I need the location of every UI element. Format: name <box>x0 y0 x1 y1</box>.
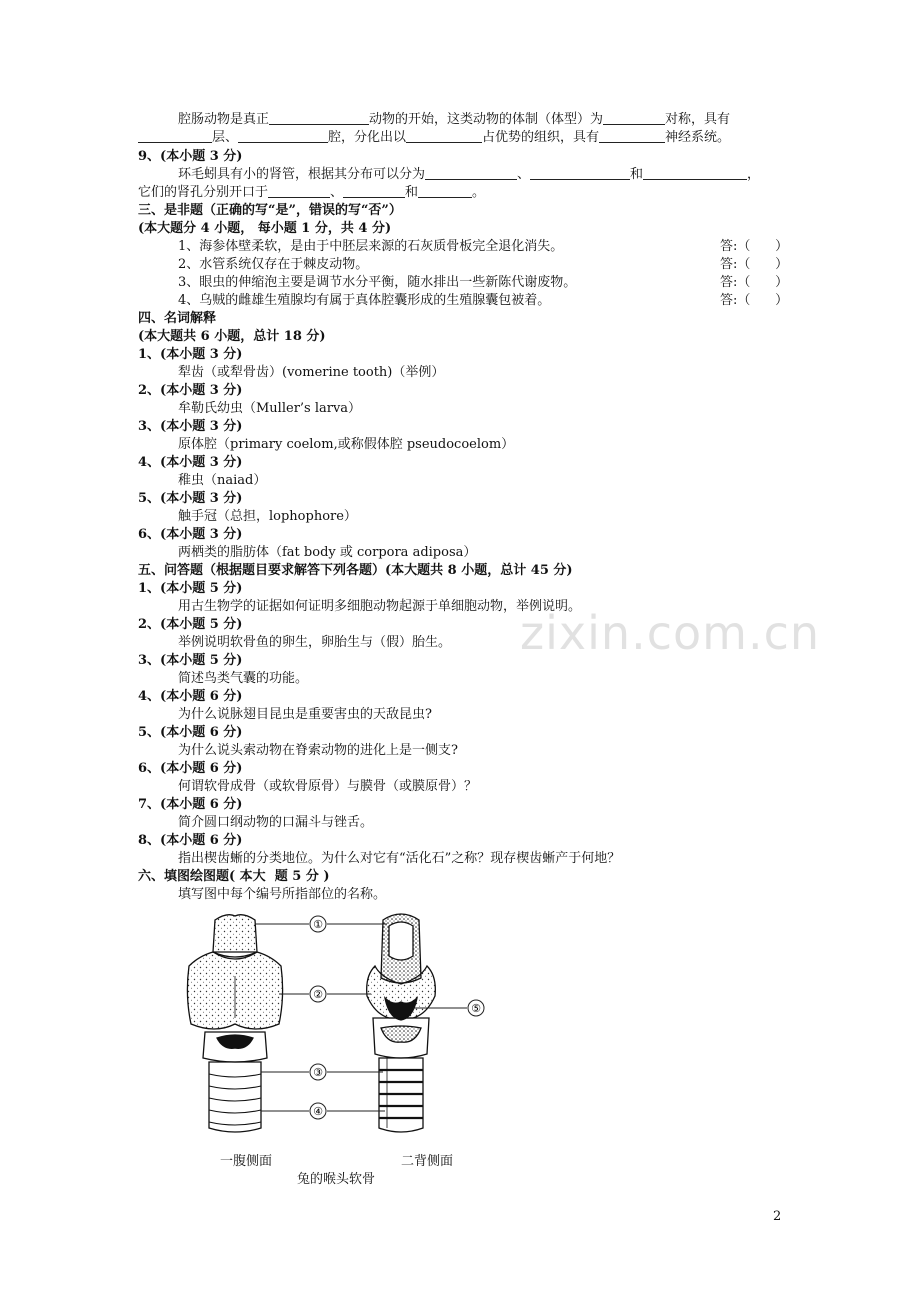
page-number: 2 <box>773 1209 782 1224</box>
qa-header: 7、(本小题 6 分) <box>138 797 243 812</box>
q9-text: 。 <box>472 185 486 200</box>
qa-header: 5、(本小题 6 分) <box>138 725 243 740</box>
term-header: 3、(本小题 3 分) <box>138 419 243 434</box>
section-3-title: 三、是非题（正确的写“是”，错误的写“否”） <box>138 203 402 218</box>
figure-caption-dorsal: 二背侧面 <box>401 1154 454 1169</box>
section-6-title: 六、填图绘图题( 本大 题 5 分 ) <box>138 869 330 884</box>
qa-question: 简述鸟类气囊的功能。 <box>178 671 309 686</box>
answer-blank <box>343 184 405 198</box>
term-header: 5、(本小题 3 分) <box>138 491 243 506</box>
figure-title: 兔的喉头软骨 <box>297 1172 376 1187</box>
figure-label-2 <box>310 986 326 1002</box>
tf-answer-slot: 答:（ ） <box>720 293 789 308</box>
section-6-instruction: 填写图中每个编号所指部位的名称。 <box>178 887 387 902</box>
svg-text:①: ① <box>313 918 323 931</box>
q9-text: 和 <box>630 167 644 182</box>
tf-answer-slot: 答:（ ） <box>720 275 789 290</box>
term-header: 4、(本小题 3 分) <box>138 455 243 470</box>
tf-answer-slot: 答:（ ） <box>720 239 789 254</box>
intro-text: 层、 <box>212 130 239 145</box>
tf-item: 1、海参体壁柔软，是由于中胚层来源的石灰质骨板完全退化消失。 <box>178 239 564 254</box>
qa-question: 指出楔齿蜥的分类地位。为什么对它有“活化石”之称？现存楔齿蜥产于何地？ <box>178 851 621 866</box>
term-text: 牟勒氏幼虫（Muller’s larva） <box>178 401 362 416</box>
term-text: 两栖类的脂肪体（fat body 或 corpora adiposa） <box>178 545 477 560</box>
q9-line-1 <box>178 166 760 184</box>
answer-blank <box>138 129 212 143</box>
intro-text: 腔肠动物是真正 <box>178 112 270 127</box>
section-4-title: 四、名词解释 <box>138 311 217 326</box>
term-header: 1、(本小题 3 分) <box>138 347 243 362</box>
answer-blank <box>406 129 482 143</box>
qa-header: 8、(本小题 6 分) <box>138 833 243 848</box>
section-4-subtitle: (本大题共 6 小题，总计 18 分) <box>138 329 326 344</box>
q9-text: 环毛蚓具有小的肾管，根据其分布可以分为 <box>178 167 426 182</box>
answer-blank <box>238 129 328 143</box>
q9-text: 它们的肾孔分别开口于 <box>138 185 269 200</box>
answer-blank <box>599 129 665 143</box>
term-header: 6、(本小题 3 分) <box>138 527 243 542</box>
q9-line-2 <box>138 184 485 202</box>
svg-text:②: ② <box>313 988 323 1001</box>
q9-text: 和 <box>405 185 419 200</box>
intro-text: 腔，分化出以 <box>328 130 407 145</box>
intro-text: 神经系统。 <box>665 130 731 145</box>
qa-header: 1、(本小题 5 分) <box>138 581 243 596</box>
qa-header: 2、(本小题 5 分) <box>138 617 243 632</box>
answer-blank <box>530 166 630 180</box>
tf-item: 2、水管系统仅存在于棘皮动物。 <box>178 257 369 272</box>
leader-lines <box>255 924 467 1111</box>
tf-item: 3、眼虫的伸缩泡主要是调节水分平衡，随水排出一些新陈代谢废物。 <box>178 275 577 290</box>
section-3-subtitle: (本大题分 4 小题， 每小题 1 分，共 4 分) <box>138 221 392 236</box>
qa-question: 为什么说脉翅目昆虫是重要害虫的天敌昆虫? <box>178 707 432 722</box>
q9-text: 、 <box>517 167 531 182</box>
qa-question: 何谓软骨成骨（或软骨原骨）与膜骨（或膜原骨）？ <box>178 779 478 794</box>
answer-blank <box>268 184 330 198</box>
intro-line-2 <box>138 129 730 147</box>
figure-label-3 <box>310 1064 326 1080</box>
qa-header: 4、(本小题 6 分) <box>138 689 243 704</box>
answer-blank <box>418 184 472 198</box>
term-text: 原体腔（primary coelom,或称假体腔 pseudocoelom） <box>178 437 515 452</box>
svg-text:⑤: ⑤ <box>471 1002 481 1015</box>
svg-text:④: ④ <box>313 1105 323 1118</box>
ventral-view-drawing <box>187 915 282 1132</box>
tf-answer-slot: 答:（ ） <box>720 257 789 272</box>
q9-text: ， <box>747 167 761 182</box>
watermark: zixin.com.cn <box>520 606 821 660</box>
answer-blank <box>643 166 747 180</box>
answer-blank <box>269 111 369 125</box>
term-text: 犁齿（或犁骨齿）(vomerine tooth)（举例） <box>178 365 445 380</box>
answer-blank <box>425 166 517 180</box>
answer-blank <box>603 111 665 125</box>
dorsal-view-drawing <box>367 914 436 1132</box>
qa-question: 举例说明软骨鱼的卵生，卵胎生与（假）胎生。 <box>178 635 452 650</box>
term-header: 2、(本小题 3 分) <box>138 383 243 398</box>
q9-header: 9、(本小题 3 分) <box>138 149 243 164</box>
qa-header: 3、(本小题 5 分) <box>138 653 243 668</box>
intro-text: 动物的开始，这类动物的体制（体型）为 <box>369 112 604 127</box>
qa-question: 用古生物学的证据如何证明多细胞动物起源于单细胞动物，举例说明。 <box>178 599 582 614</box>
tf-item: 4、乌贼的雌雄生殖腺均有属于真体腔囊形成的生殖腺囊包被着。 <box>178 293 551 308</box>
qa-header: 6、(本小题 6 分) <box>138 761 243 776</box>
q9-text: 、 <box>330 185 344 200</box>
figure-label-1 <box>310 916 326 932</box>
qa-question: 为什么说头索动物在脊索动物的进化上是一侧支? <box>178 743 458 758</box>
figure-label-4 <box>310 1103 326 1119</box>
svg-text:③: ③ <box>313 1066 323 1079</box>
figure-caption-ventral: 一腹侧面 <box>220 1154 273 1169</box>
term-text: 稚虫（naiad） <box>178 473 267 488</box>
intro-text: 对称，具有 <box>665 112 731 127</box>
intro-text: 占优势的组织，具有 <box>482 130 600 145</box>
term-text: 触手冠（总担，lophophore） <box>178 509 357 524</box>
intro-line-1 <box>178 111 730 129</box>
section-5-title: 五、问答题（根据题目要求解答下列各题）(本大题共 8 小题，总计 45 分) <box>138 563 573 578</box>
qa-question: 简介圆口纲动物的口漏斗与锉舌。 <box>178 815 374 830</box>
figure-label-5 <box>468 1000 484 1016</box>
larynx-figure <box>175 906 495 1151</box>
